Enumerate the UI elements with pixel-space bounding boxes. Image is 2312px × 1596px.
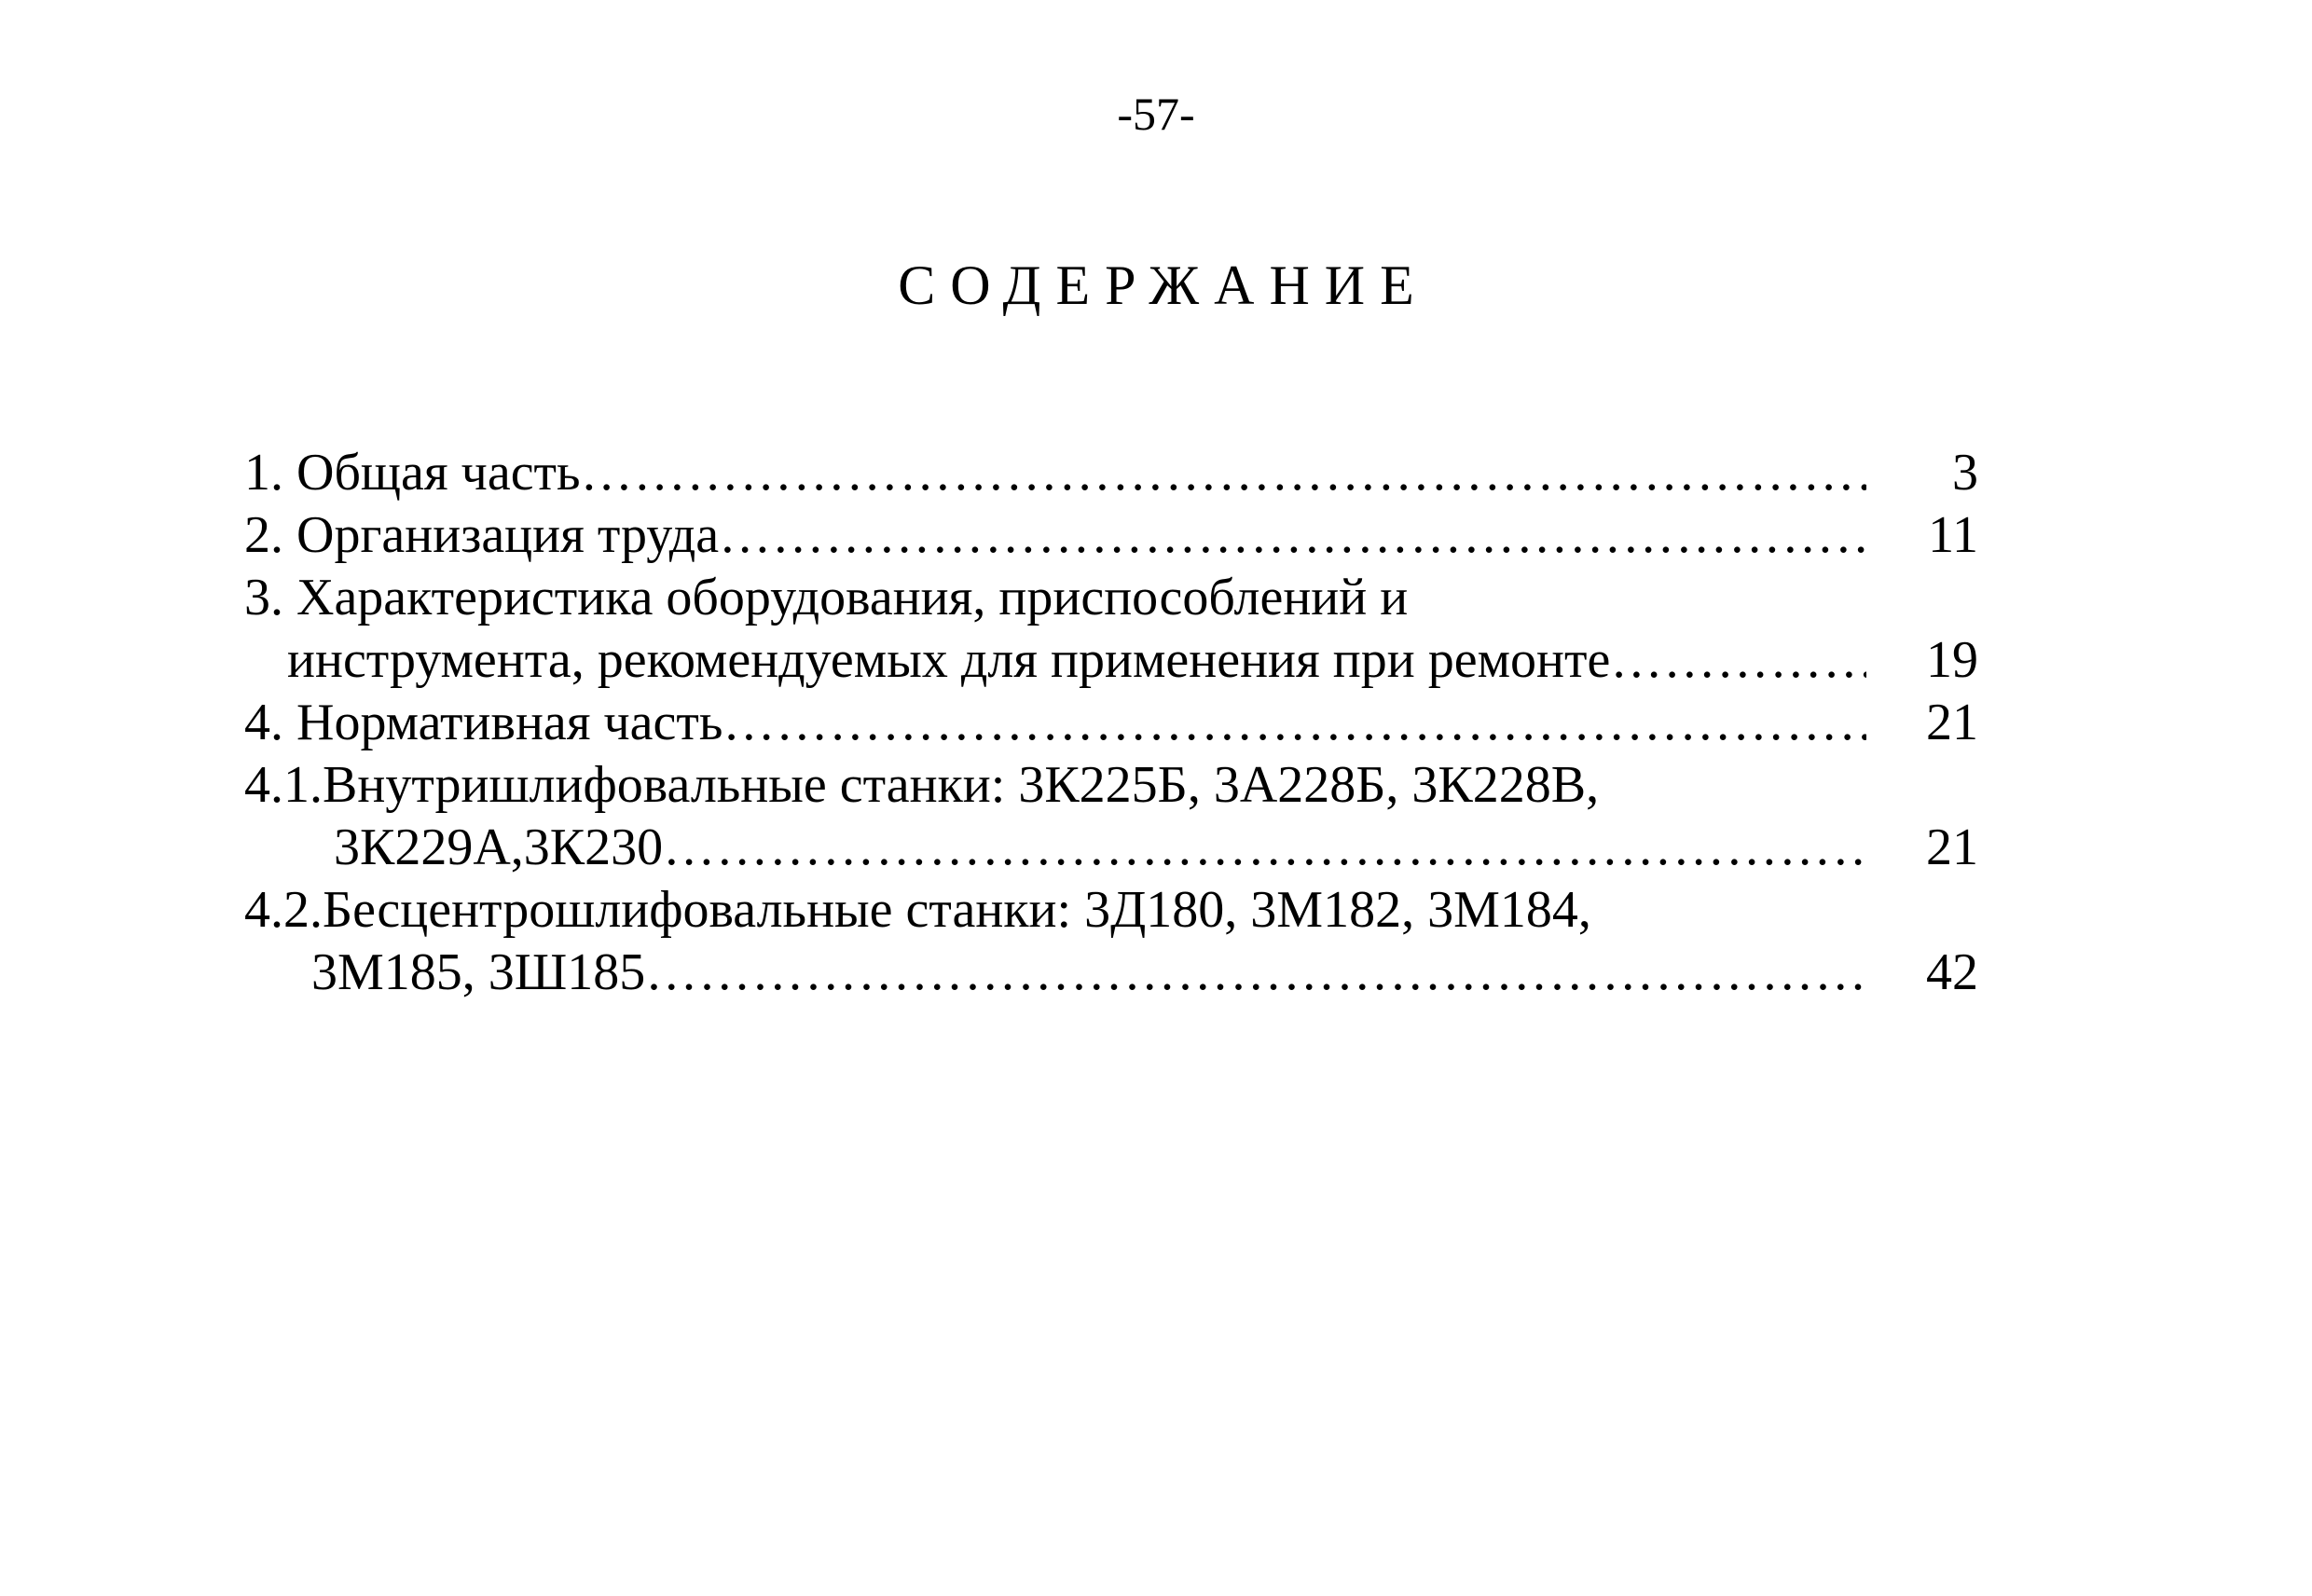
toc-line [244, 817, 1978, 879]
dot-leader [1610, 629, 1866, 692]
toc-entry-text: 3М185, 3Ш185 [311, 943, 646, 1001]
dot-leader [663, 817, 1866, 879]
toc-page-number: 42 [1926, 943, 1978, 1001]
toc-entry-4 [244, 692, 1978, 754]
toc-entry-text: 4.2.Бесцентрошлифовальные станки: 3Д180, 3М182, 3М184, [244, 881, 1591, 939]
toc-line [244, 442, 1978, 504]
toc-page-number: 19 [1926, 631, 1978, 689]
table-of-contents [244, 442, 1978, 1004]
toc-entry-4-2 [244, 879, 1978, 1004]
toc-line [244, 942, 1978, 1004]
toc-entry-2 [244, 504, 1978, 567]
toc-line [244, 504, 1978, 567]
toc-entry-text: 4. Нормативная часть [244, 694, 723, 751]
toc-line [244, 629, 1978, 692]
toc-page-number: 11 [1928, 506, 1978, 564]
page-number: -57- [1117, 88, 1195, 140]
toc-entry-text: 2. Организация труда [244, 506, 720, 564]
dot-leader [722, 692, 1866, 754]
toc-entry-text: 4.1.Внутришлифовальные станки: 3К225Б, 3А228Б, 3К228В, [244, 756, 1600, 814]
dot-leader [645, 942, 1866, 1004]
toc-entry-text: 1. Общая часть [244, 444, 581, 502]
toc-entry-4-1 [244, 754, 1978, 879]
toc-entry-text: 3К229А,3К230 [334, 819, 664, 876]
toc-page-number: 21 [1926, 694, 1978, 751]
toc-entry-text: инструмента, рекомендуемых для применения при ремонте [287, 631, 1611, 689]
page-title: СОДЕРЖАНИЕ [898, 255, 1429, 316]
toc-entry-text: 3. Характеристика оборудования, приспособлений и [244, 569, 1409, 626]
toc-entry-3 [244, 567, 1978, 692]
toc-page-number: 21 [1926, 819, 1978, 876]
toc-line [244, 692, 1978, 754]
toc-page-number: 3 [1952, 444, 1978, 502]
toc-entry-1 [244, 442, 1978, 504]
dot-leader [581, 442, 1866, 504]
dot-leader [719, 504, 1866, 567]
